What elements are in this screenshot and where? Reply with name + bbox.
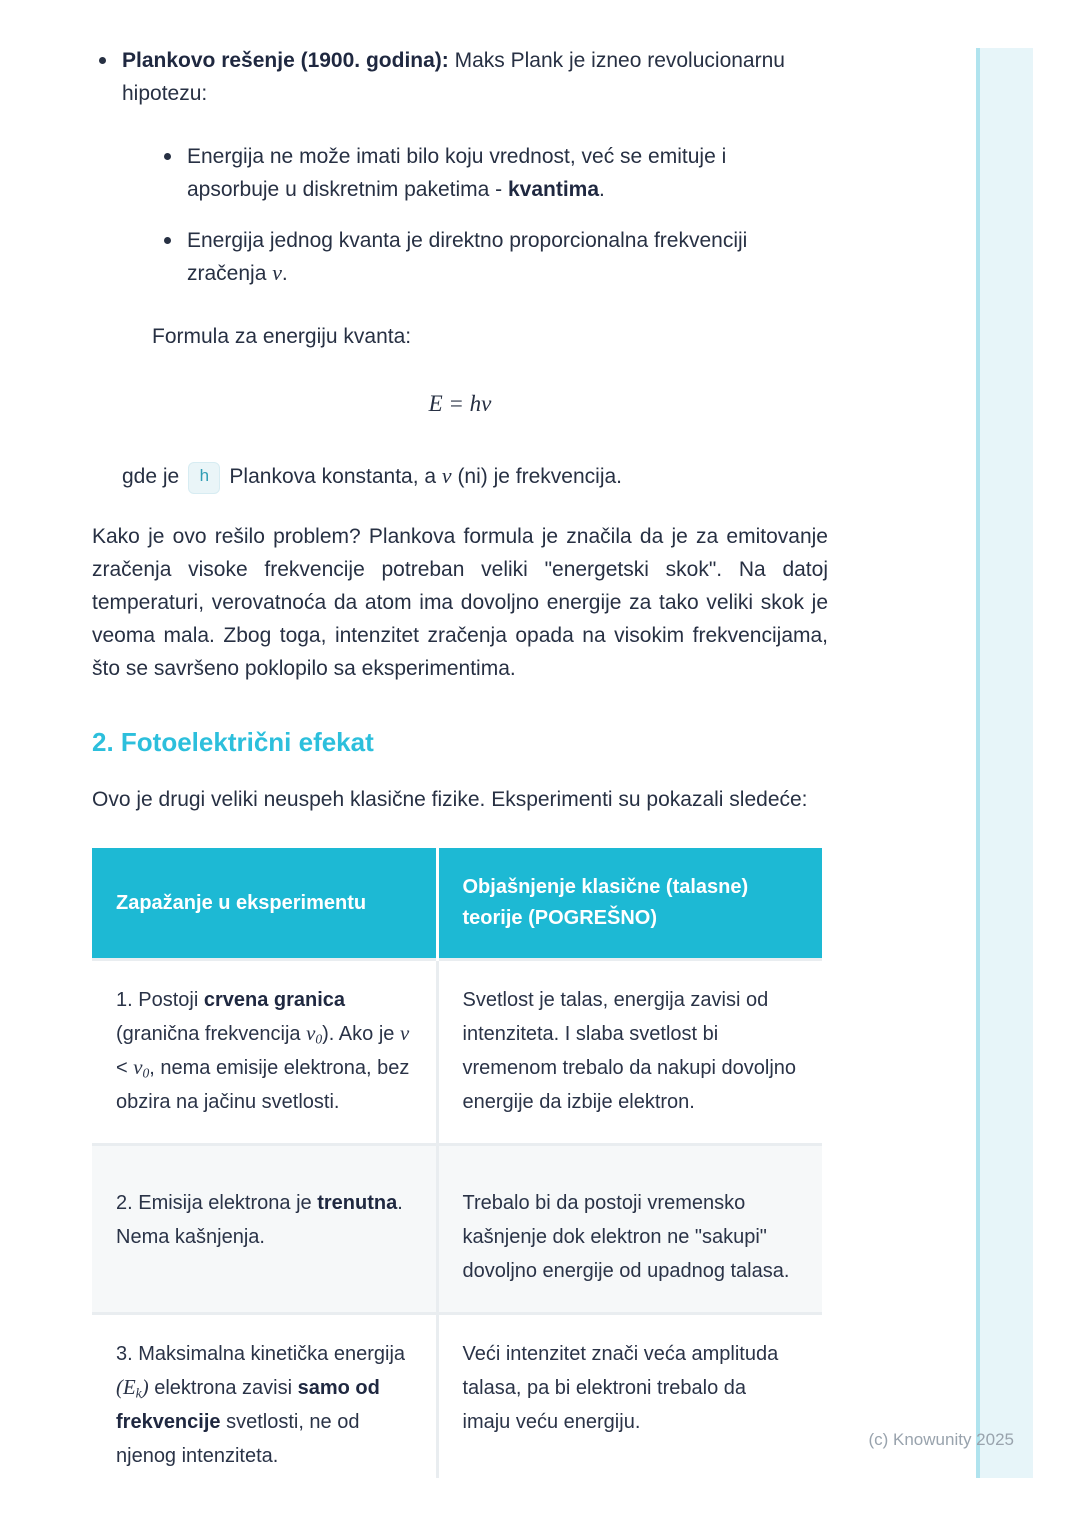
math-E: E xyxy=(122,1376,136,1399)
cell-observation-3 xyxy=(92,1314,437,1479)
math-nu: ν xyxy=(306,1022,316,1045)
math-nu: ν xyxy=(441,464,452,488)
header-cell-classical-explanation: Objašnjenje klasične (talasne) teorije (POGREŠNO) xyxy=(437,848,822,960)
photoelectric-intro-paragraph: Ovo je drugi veliki neuspeh klasične fizike. Eksperimenti su pokazali sledeće: xyxy=(92,788,808,811)
cell-explanation-3: Veći intenzitet znači veća amplituda talasa, pa bi elektroni trebalo da imaju veću energiju. xyxy=(437,1314,822,1479)
plain-text: svetlosti, ne od njenog intenziteta. xyxy=(116,1411,360,1467)
copyright-footer: (c) Knowunity 2025 xyxy=(868,1430,1014,1449)
bold-text: Plankovo rešenje (1900. godina): xyxy=(122,49,449,72)
list-item-planck-solution xyxy=(92,44,828,353)
planck-constant-chip: h xyxy=(188,462,220,494)
plain-text: 3. Maksimalna kinetička energija xyxy=(116,1343,406,1365)
plain-text: Maks Plank je izneo revolucionarnu hipotezu: xyxy=(122,49,785,105)
planck-solution-text xyxy=(122,44,828,110)
list-item-frequency xyxy=(157,224,807,290)
formula-label: Formula za energiju kvanta: xyxy=(152,325,412,348)
math-paren-open: ( xyxy=(116,1376,123,1399)
plain-text: Energija jednog kvanta je direktno proporcionalna frekvenciji zračenja xyxy=(187,229,748,285)
cell-observation-1 xyxy=(92,960,437,1145)
section-heading-photoelectric: 2. Fotoelektrični efekat xyxy=(92,727,374,757)
bold-text: trenutna xyxy=(317,1192,398,1214)
plain-text: . xyxy=(599,178,605,201)
frequency-text xyxy=(187,224,807,290)
explanation-paragraph: Kako je ovo rešilo problem? Plankova formula je značila da je za emitovanje zračenja visoke frekvencije potreban veliki "energetski skok". Na datoj temperaturi, verovatnoća da atom ima dovoljno energije za tako veliki skok je veoma mala. Zbog toga, intenzitet zračenja opada na visokim frekvencijama, što se savršeno poklopilo sa eksperimentima. xyxy=(92,525,828,680)
sub-bullet-list xyxy=(122,140,828,290)
plain-text: Energija ne može imati bilo koju vrednost, već se emituje i apsorbuje u diskretnim paketima - xyxy=(187,145,727,201)
bullet-dot xyxy=(164,237,171,244)
cell-observation-2 xyxy=(92,1145,437,1314)
where-line xyxy=(122,460,828,494)
table-row-red-limit xyxy=(92,960,822,1145)
table-header-row xyxy=(92,848,822,960)
table-body xyxy=(92,960,822,1479)
cell-explanation-2: Trebalo bi da postoji vremensko kašnjenje dok elektron ne "sakupi" dovoljno energije od upadnog talasa. xyxy=(437,1145,822,1314)
cell-explanation-1: Svetlost je talas, energija zavisi od intenziteta. I slaba svetlost bi vremenom trebalo da nakupi dovoljno energije da izbije elektron. xyxy=(437,960,822,1145)
main-bullet-list xyxy=(92,44,828,353)
plain-text: ). Ako je xyxy=(322,1023,400,1045)
bullet-dot xyxy=(99,57,106,64)
plain-text: . xyxy=(281,262,288,285)
bullet-dot xyxy=(164,153,171,160)
plain-text: , nema emisije elektrona, bez obzira na jačinu svetlosti. xyxy=(116,1057,410,1113)
header-cell-observation: Zapažanje u eksperimentu xyxy=(92,848,437,960)
math-subscript: 0 xyxy=(315,1031,323,1047)
list-item-quanta xyxy=(157,140,807,206)
bold-text: crvena granica xyxy=(203,989,346,1011)
planck-equation: E = hν xyxy=(428,391,492,416)
plain-text: (granična frekvencija xyxy=(116,1023,307,1045)
experiment-table xyxy=(92,848,822,1478)
quanta-text xyxy=(187,140,807,206)
table-row-instant-emission xyxy=(92,1145,822,1314)
plain-text: < xyxy=(116,1057,134,1079)
table-row-kinetic-energy xyxy=(92,1314,822,1479)
plain-text: Plankova konstanta, a xyxy=(229,465,442,488)
plain-text: . Nema kašnjenja. xyxy=(116,1192,403,1248)
bold-text: kvantima xyxy=(507,178,600,201)
math-nu: ν xyxy=(133,1056,143,1079)
math-nu: ν xyxy=(272,261,282,285)
table-head xyxy=(92,848,822,960)
right-decorative-stripe xyxy=(976,48,1033,1478)
plain-text: elektrona zavisi xyxy=(148,1377,298,1399)
plain-text: 2. Emisija elektrona je xyxy=(116,1192,318,1214)
math-paren-close: ) xyxy=(141,1376,149,1399)
plain-text: (ni) je frekvencija. xyxy=(451,465,622,488)
plain-text: gde je xyxy=(122,465,180,488)
math-nu: ν xyxy=(399,1022,410,1045)
document-content xyxy=(92,0,828,1478)
bold-text: samo od frekvencije xyxy=(116,1377,380,1433)
plain-text: 1. Postoji xyxy=(116,989,204,1011)
math-subscript: k xyxy=(135,1385,142,1401)
math-subscript: 0 xyxy=(142,1065,150,1081)
